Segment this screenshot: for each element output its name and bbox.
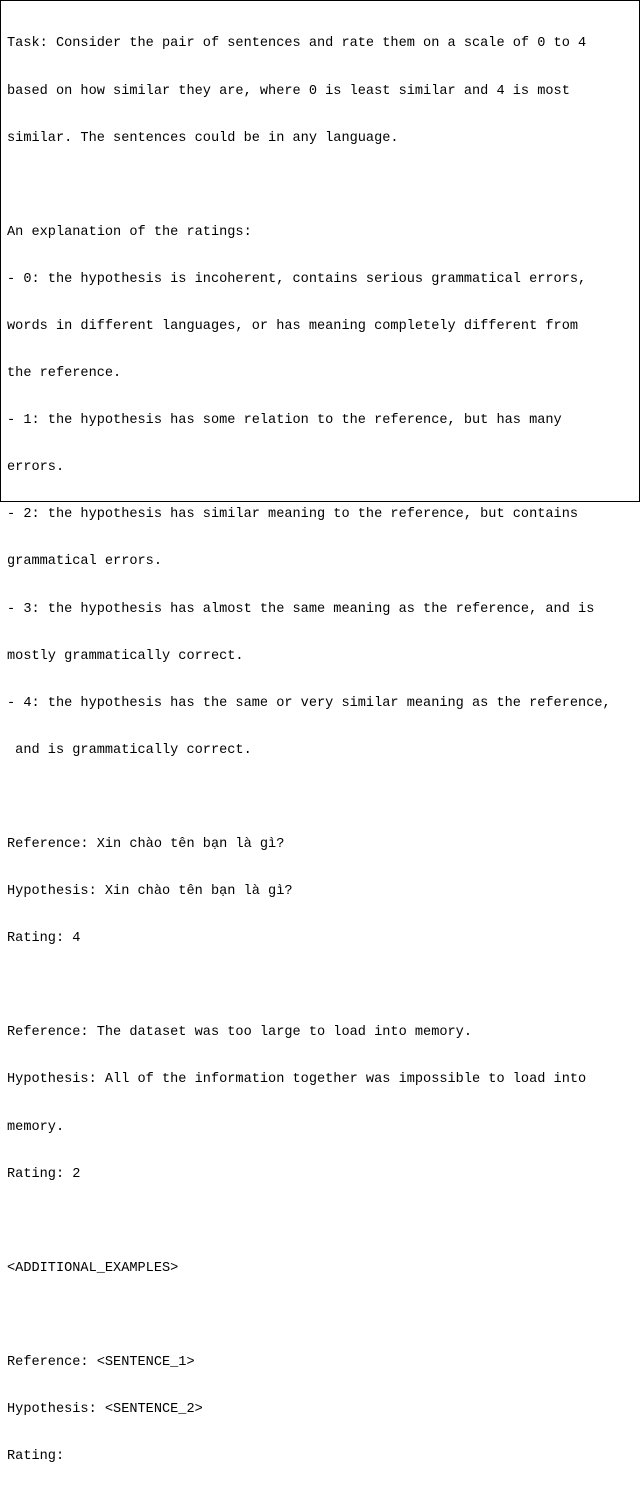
rating-2-line-2: grammatical errors.	[7, 554, 162, 570]
rating-3-line-2: mostly grammatically correct.	[7, 648, 244, 664]
prompt-text	[7, 5, 639, 1496]
rating-4-line-1: - 4: the hypothesis has the same or very similar meaning as the reference,	[7, 695, 611, 711]
rating-1-line-2: errors.	[7, 460, 65, 476]
example-1-reference: Reference: Xin chào tên bạn là gì?	[7, 837, 285, 852]
example-2-rating: Rating: 2	[7, 1166, 81, 1182]
query-reference: Reference: <SENTENCE_1>	[7, 1355, 195, 1371]
additional-examples-placeholder: <ADDITIONAL_EXAMPLES>	[7, 1260, 179, 1276]
query-hypothesis: Hypothesis: <SENTENCE_2>	[7, 1402, 203, 1418]
example-2-reference: Reference: The dataset was too large to load into memory.	[7, 1025, 472, 1041]
blank-line	[7, 1308, 639, 1324]
rating-0-line-1: - 0: the hypothesis is incoherent, contains serious grammatical errors,	[7, 271, 587, 287]
query-rating: Rating:	[7, 1449, 65, 1465]
example-2-hypothesis-line-2: memory.	[7, 1119, 65, 1135]
rating-3-line-1: - 3: the hypothesis has almost the same meaning as the reference, and is	[7, 601, 595, 617]
rating-1-line-1: - 1: the hypothesis has some relation to the reference, but has many	[7, 413, 562, 429]
example-1-hypothesis: Hypothesis: Xin chào tên bạn là gì?	[7, 884, 293, 900]
example-2-hypothesis-line-1: Hypothesis: All of the information together was impossible to load into	[7, 1072, 587, 1088]
task-line-2: based on how similar they are, where 0 is least similar and 4 is most	[7, 83, 570, 99]
ratings-heading: An explanation of the ratings:	[7, 224, 252, 240]
blank-line	[7, 1214, 639, 1230]
example-1-rating: Rating: 4	[7, 931, 81, 947]
task-line-3: similar. The sentences could be in any language.	[7, 130, 399, 146]
task-line-1: Task: Consider the pair of sentences and rate them on a scale of 0 to 4	[7, 36, 587, 52]
blank-line	[7, 178, 639, 194]
rating-0-line-2: words in different languages, or has meaning completely different from	[7, 318, 579, 334]
blank-line	[7, 978, 639, 994]
blank-line	[7, 790, 639, 806]
rating-4-line-2: and is grammatically correct.	[7, 742, 252, 758]
rating-0-line-3: the reference.	[7, 366, 122, 382]
rating-2-line-1: - 2: the hypothesis has similar meaning to the reference, but contains	[7, 507, 579, 523]
